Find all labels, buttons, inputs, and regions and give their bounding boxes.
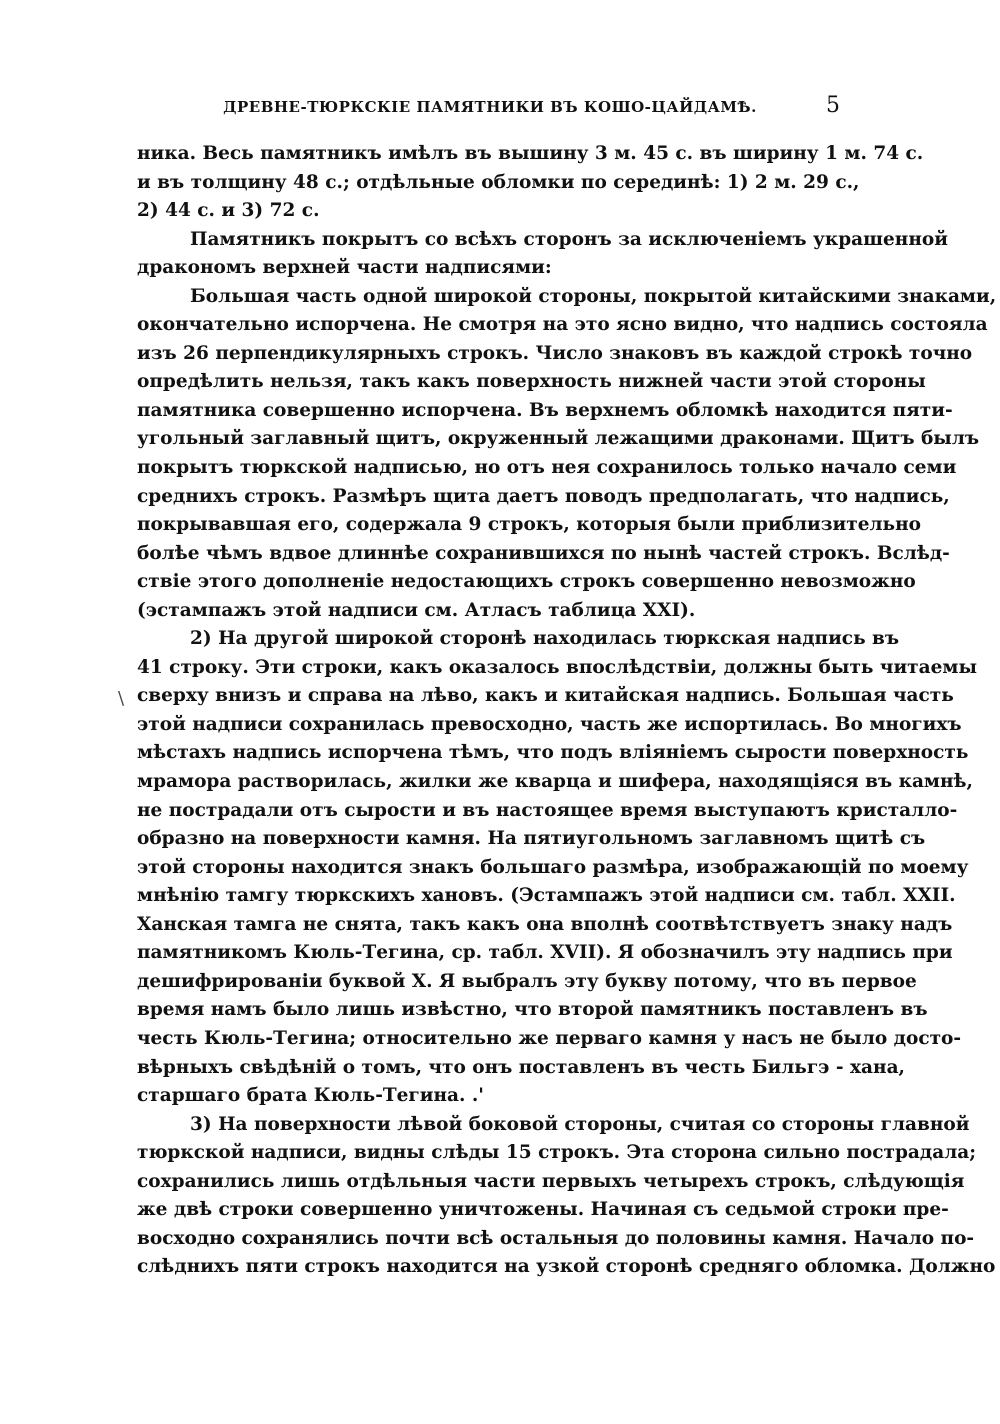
text-line: покрытъ тюркской надписью, но отъ нея сохранилось только начало семи — [137, 457, 957, 479]
running-header — [140, 93, 840, 122]
text-line: Ханская тамга не снята, такъ какъ она вполнѣ соотвѣтствуетъ знаку надъ — [137, 913, 953, 935]
text-line: среднихъ строкъ. Размѣръ щита даетъ поводъ предполагать, что надпись, — [137, 485, 950, 507]
text-line: угольный заглавный щитъ, окруженный лежащими драконами. Щитъ былъ — [137, 428, 980, 450]
text-line: этой стороны находится знакъ большаго размѣра, изображающій по моему — [137, 856, 969, 878]
text-line: же двѣ строки совершенно уничтожены. Начиная съ седьмой строки пре- — [137, 1199, 949, 1221]
text-line: слѣднихъ пяти строкъ находится на узкой сторонѣ средняго обломка. Должно — [137, 1256, 996, 1278]
text-line: Большая часть одной широкой стороны, покрытой китайскими знаками, — [190, 285, 997, 307]
text-line: дракономъ верхней части надписями: — [137, 257, 552, 279]
text-line: 2) На другой широкой сторонѣ находилась тюркская надпись въ — [190, 628, 900, 650]
text-line: этой надписи сохранилась превосходно, часть же испортилась. Во многихъ — [137, 713, 962, 735]
text-line: сохранились лишь отдѣльныя части первыхъ четырехъ строкъ, слѣдующія — [137, 1170, 965, 1192]
text-line: сверху внизъ и справа на лѣво, какъ и китайская надпись. Большая часть — [137, 685, 954, 707]
text-line: (эстампажъ этой надписи см. Атласъ таблица XXI). — [137, 599, 696, 621]
text-line: дешифрированіи буквой X. Я выбралъ эту букву потому, что въ первое — [137, 970, 917, 992]
text-line: восходно сохранялись почти всѣ остальныя до половины камня. Начало по- — [137, 1227, 975, 1249]
text-line: время намъ было лишь извѣстно, что второй памятникъ поставленъ въ — [137, 999, 928, 1021]
text-line: покрывавшая его, содержала 9 строкъ, которыя были приблизительно — [137, 514, 921, 536]
running-title: ДРЕВНЕ-ТЮРКСКІЕ ПАМЯТНИКИ ВЪ КОШО-ЦАЙДАМѢ. — [223, 98, 757, 116]
text-line: честь Кюль-Тегина; относительно же перваго камня у насъ не было досто- — [137, 1027, 962, 1049]
text-line: мѣстахъ надпись испорчена тѣмъ, что подъ вліяніемъ сырости поверхность — [137, 742, 969, 764]
text-line: болѣе чѣмъ вдвое длиннѣе сохранившихся по нынѣ частей строкъ. Вслѣд- — [137, 542, 950, 564]
text-line: памятникомъ Кюль-Тегина, ср. табл. XVII). Я обозначилъ эту надпись при — [137, 942, 953, 964]
text-line: мнѣнію тамгу тюркскихъ хановъ. (Эстампажъ этой надписи см. табл. XXII. — [137, 885, 956, 907]
text-line: и въ толщину 48 с.; отдѣльные обломки по серединѣ: 1) 2 м. 29 с., — [137, 171, 860, 193]
text-line: изъ 26 перпендикулярныхъ строкъ. Число знаковъ въ каждой строкѣ точно — [137, 342, 973, 364]
text-line: 41 строку. Эти строки, какъ оказалось впослѣдствіи, должны быть читаемы — [137, 656, 977, 678]
text-line: старшаго брата Кюль-Тегина. .' — [137, 1085, 484, 1107]
text-line: тюркской надписи, видны слѣды 15 строкъ. Эта сторона сильно пострадала; — [137, 1142, 977, 1164]
text-line: 3) На поверхности лѣвой боковой стороны, считая со стороны главной — [190, 1113, 970, 1135]
text-line: мрамора растворилась, жилки же кварца и шифера, находящіяся въ камнѣ, — [137, 771, 973, 793]
text-line: вѣрныхъ свѣдѣній о томъ, что онъ поставленъ въ честь Бильгэ - хана, — [137, 1056, 905, 1078]
text-line: образно на поверхности камня. На пятиугольномъ заглавномъ щитѣ съ — [137, 828, 926, 850]
text-line: ствіе этого дополненіе недостающихъ строкъ совершенно невозможно — [137, 571, 916, 593]
text-line: памятника совершенно испорчена. Въ верхнемъ обломкѣ находится пяти- — [137, 399, 953, 421]
margin-mark: \ — [118, 688, 125, 709]
text-line: не пострадали отъ сырости и въ настоящее время выступаютъ кристалло- — [137, 799, 958, 821]
text-line: опредѣлить нельзя, такъ какъ поверхность нижней части этой стороны — [137, 371, 926, 393]
body-text — [137, 140, 997, 1282]
text-line: ника. Весь памятникъ имѣлъ въ вышину 3 м. 45 с. въ ширину 1 м. 74 с. — [137, 143, 924, 164]
page-number: 5 — [826, 93, 840, 118]
text-line: 2) 44 с. и 3) 72 с. — [137, 200, 320, 222]
text-line: Памятникъ покрытъ со всѣхъ сторонъ за исключеніемъ украшенной — [190, 228, 948, 250]
text-line: окончательно испорчена. Не смотря на это ясно видно, что надпись состояла — [137, 314, 988, 336]
